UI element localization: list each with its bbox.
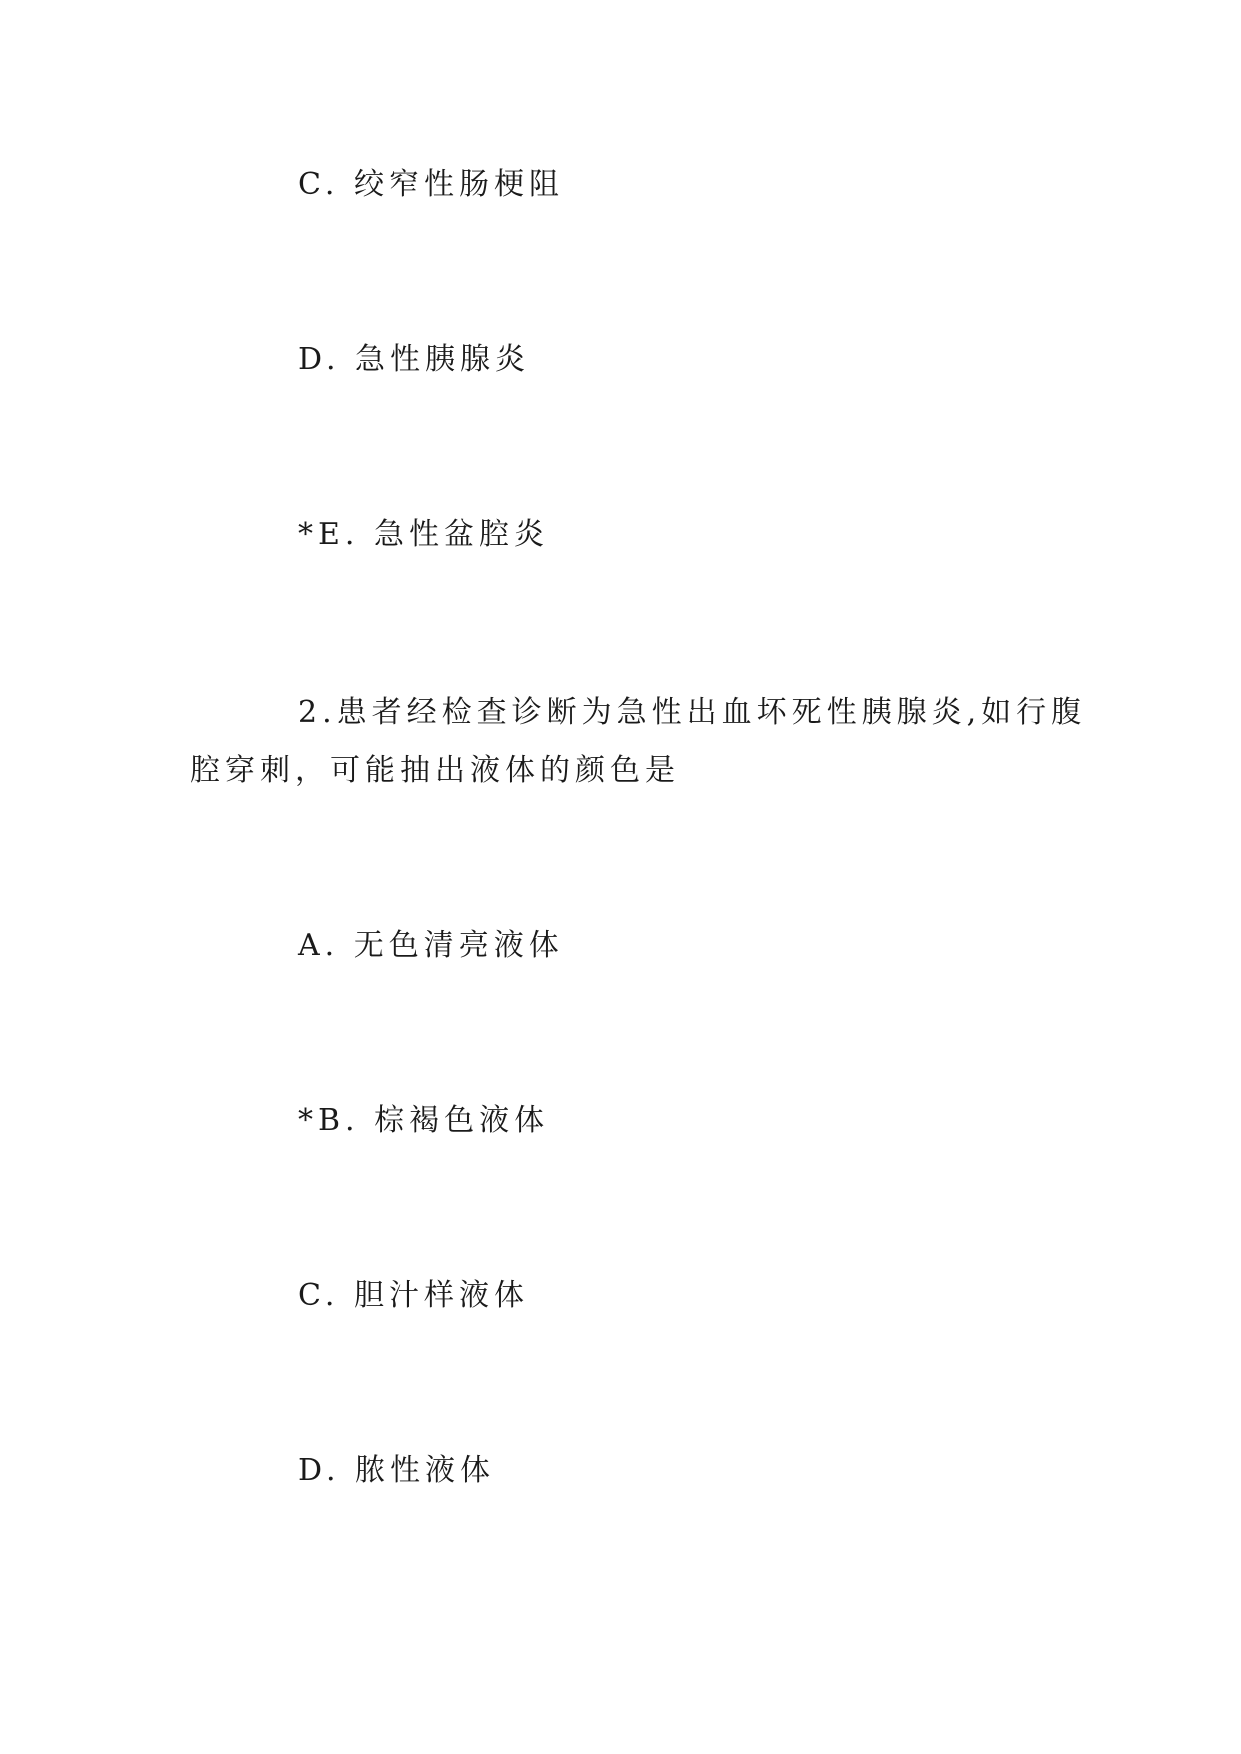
question-2-stem-line1: 2.患者经检查诊断为急性出血坏死性胰腺炎,如行腹 [298,695,1087,730]
question-2-stem-line2: 腔穿刺，可能抽出液体的颜色是 [190,753,680,788]
option-d-q1: D. 急性胰腺炎 [298,342,531,377]
option-c-q1: C. 绞窄性肠梗阻 [298,167,564,202]
option-a-q2: A. 无色清亮液体 [298,928,564,963]
option-c-q2: C. 胆汁样液体 [298,1278,529,1313]
option-e-q1: *E. 急性盆腔炎 [298,517,549,552]
option-d-q2: D. 脓性液体 [298,1453,496,1488]
option-b-q2: *B. 棕褐色液体 [298,1103,550,1138]
